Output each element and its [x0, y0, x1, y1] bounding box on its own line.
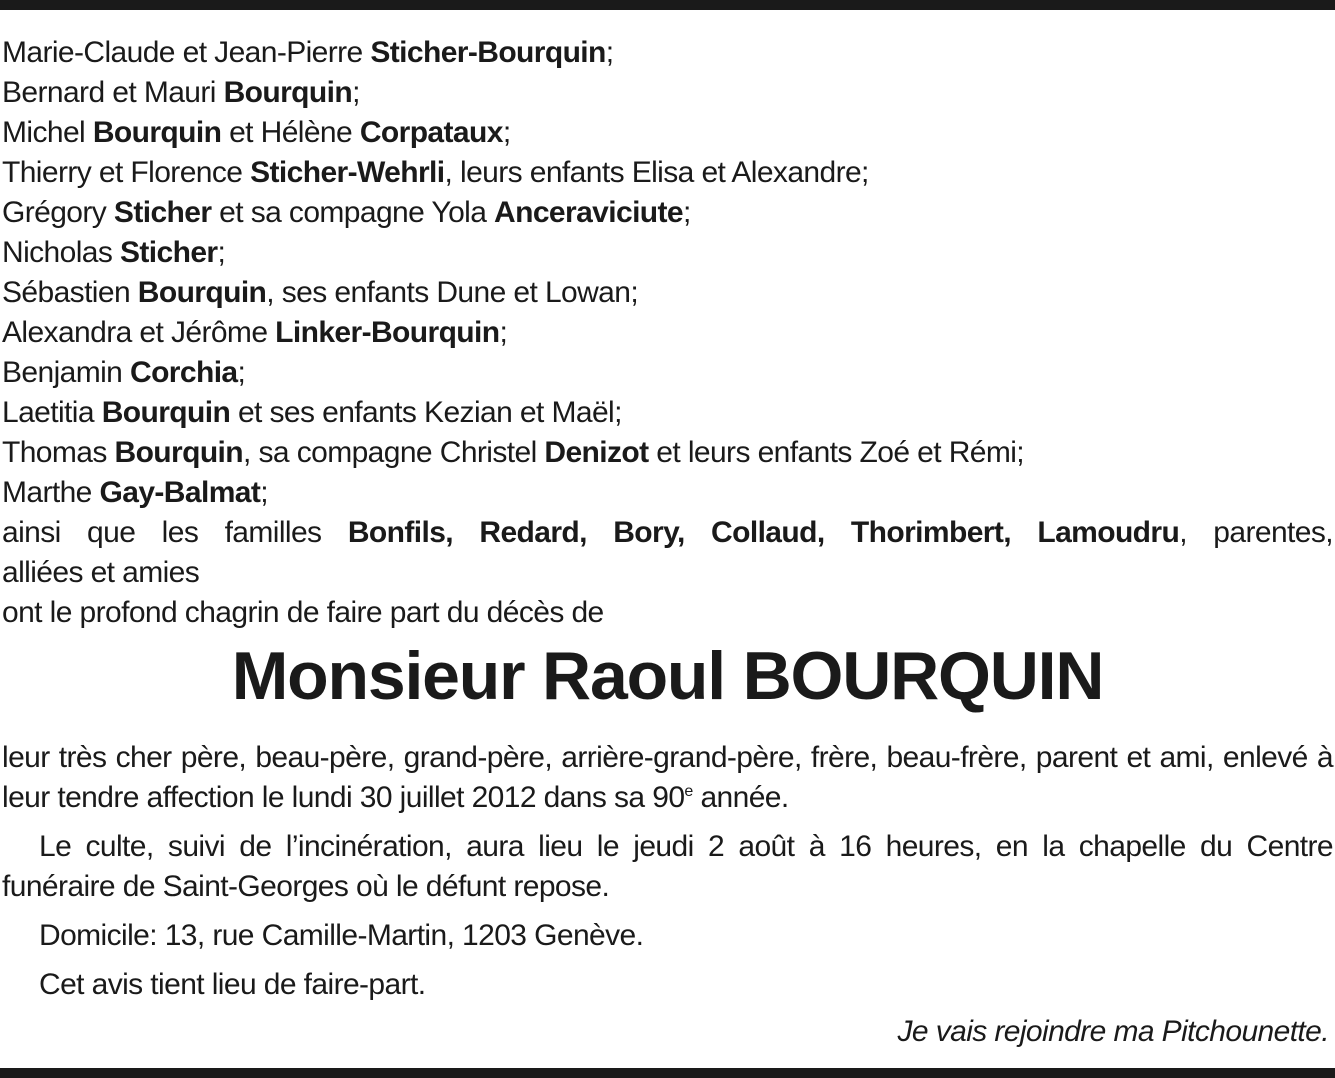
family-surname: Bourquin [137, 276, 267, 309]
family-surname: Denizot [544, 436, 649, 469]
family-list [2, 33, 1333, 633]
relationship-paragraph: leur très cher père, beau-père, grand-père, arrière-grand-père, frère, beau-frère, parent et ami, enlevé à leur tendre affection le lundi 30 juillet 2012 dans sa 90e année. [2, 741, 1333, 814]
ordinal-suffix: e [684, 783, 693, 800]
family-line: Nicholas Sticher; [2, 236, 226, 269]
family-line: Bernard et Mauri Bourquin; [2, 76, 360, 109]
family-line: Alexandra et Jérôme Linker-Bourquin; [2, 316, 508, 349]
family-surname: Sticher [113, 196, 212, 229]
family-surname: Bourquin [101, 396, 231, 429]
family-line: Marthe Gay-Balmat; [2, 476, 268, 509]
top-border-rule [0, 0, 1335, 10]
family-surname: Bourquin [223, 76, 353, 109]
family-surname: Corpataux [359, 116, 503, 149]
family-surname: Bourquin [114, 436, 244, 469]
family-line: Thomas Bourquin, sa compagne Christel Denizot et leurs enfants Zoé et Rémi; [2, 436, 1025, 469]
announcement-line: ont le profond chagrin de faire part du décès de [2, 596, 604, 629]
obituary-body [2, 738, 1333, 1014]
extended-families-line: ainsi que les familles Bonfils, Redard, Bory, Collaud, Thorimbert, Lamoudru, parentes, [2, 516, 1333, 549]
bottom-border-rule [0, 1068, 1335, 1078]
family-surname: Bourquin [92, 116, 222, 149]
epitaph-quote: Je vais rejoindre ma Pitchounette. [897, 1015, 1329, 1048]
family-line: Sébastien Bourquin, ses enfants Dune et Lowan; [2, 276, 639, 309]
family-line: Benjamin Corchia; [2, 356, 246, 389]
family-line: Michel Bourquin et Hélène Corpataux; [2, 116, 511, 149]
family-line: Grégory Sticher et sa compagne Yola Anceraviciute; [2, 196, 691, 229]
extended-family-surnames: Bonfils, Redard, Bory, Collaud, Thorimbert, Lamoudru [347, 516, 1180, 549]
family-surname: Anceraviciute [494, 196, 684, 229]
family-line: Laetitia Bourquin et ses enfants Kezian et Maël; [2, 396, 622, 429]
family-surname: Corchia [130, 356, 238, 389]
family-surname: Gay-Balmat [99, 476, 261, 509]
family-surname: Linker-Bourquin [275, 316, 500, 349]
family-surname: Sticher-Wehrli [250, 156, 445, 189]
notice-paragraph: Cet avis tient lieu de faire-part. [39, 968, 426, 1001]
family-line: Marie-Claude et Jean-Pierre Sticher-Bourquin; [2, 36, 614, 69]
family-surname: Sticher [119, 236, 218, 269]
family-line: Thierry et Florence Sticher-Wehrli, leurs enfants Elisa et Alexandre; [2, 156, 869, 189]
deceased-name: Monsieur Raoul BOURQUIN [231, 638, 1104, 714]
ceremony-paragraph: Le culte, suivi de l’incinération, aura lieu le jeudi 2 août à 16 heures, en la chapelle du Centre funéraire de Saint-Georges où le défunt repose. [2, 830, 1333, 903]
domicile-paragraph: Domicile: 13, rue Camille-Martin, 1203 Genève. [39, 919, 644, 952]
family-surname: Sticher-Bourquin [370, 36, 606, 69]
family-line: alliées et amies [2, 556, 200, 589]
